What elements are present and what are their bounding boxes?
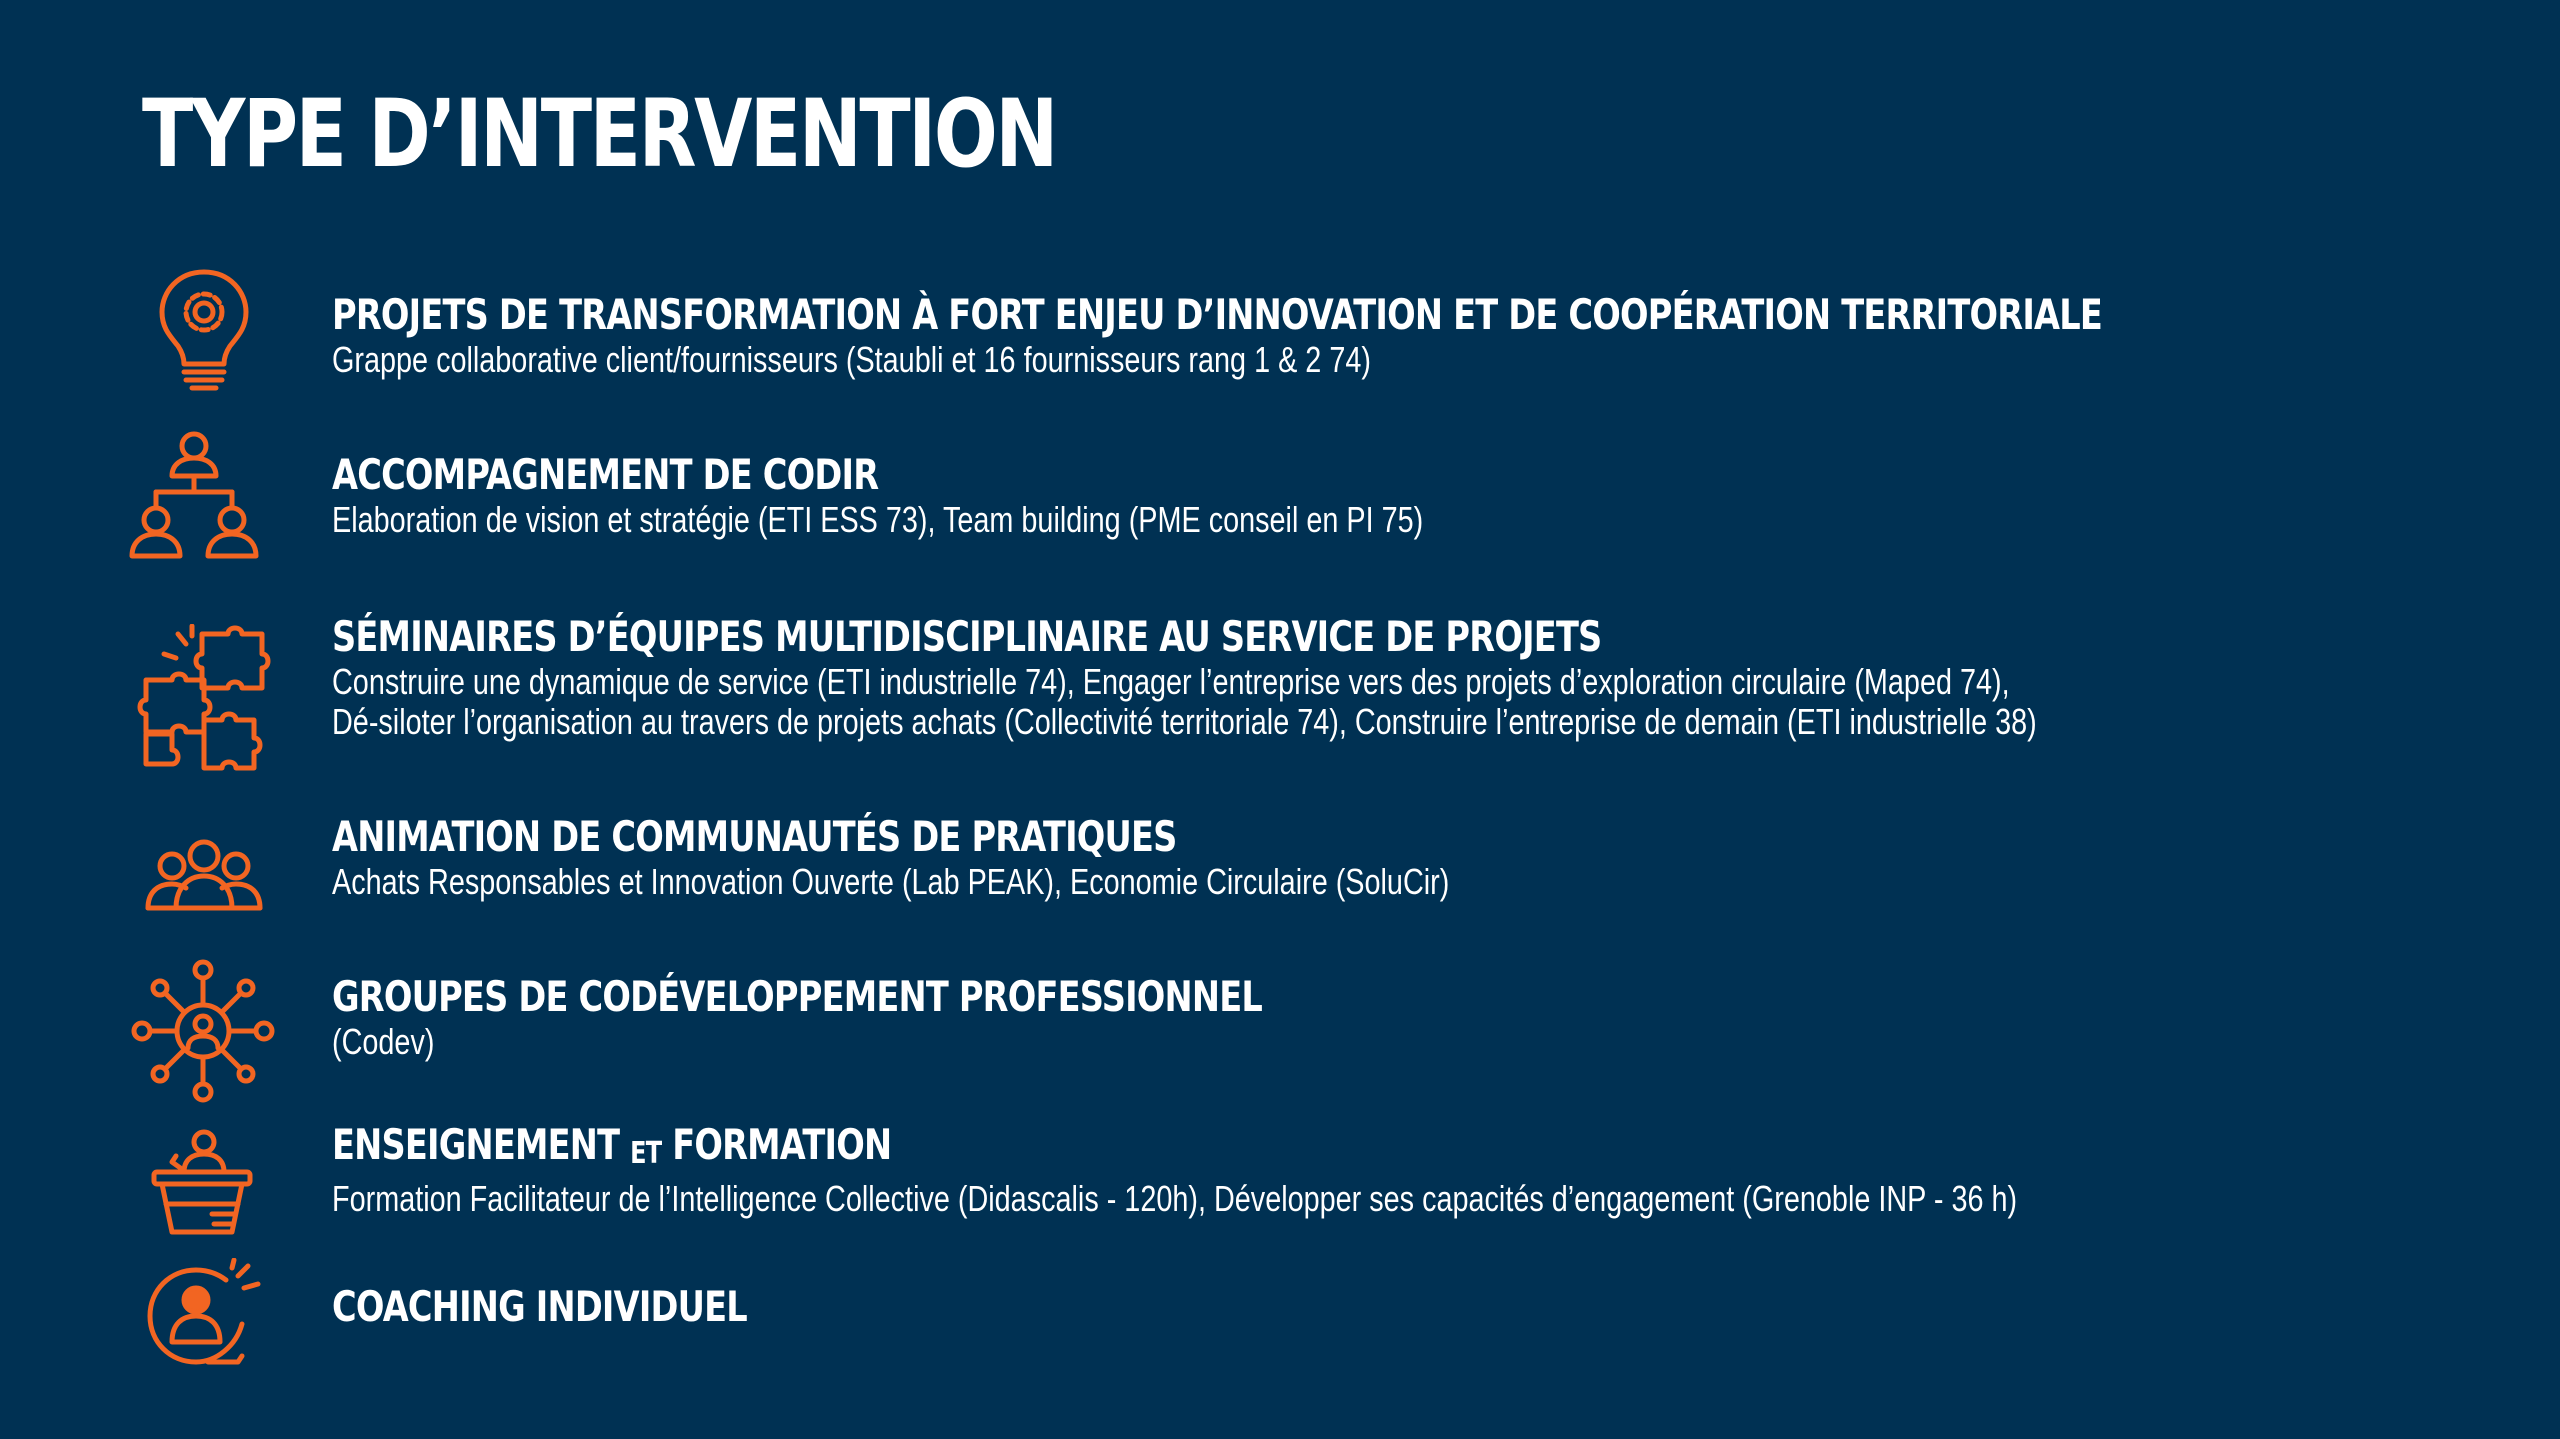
description-line: Construire une dynamique de service (ETI industrielle 74), Engager l’entreprise vers des projets d’exploration circulaire (Maped 74), bbox=[332, 661, 2010, 702]
description-line: Achats Responsables et Innovation Ouverte (Lab PEAK), Economie Circulaire (SoluCir) bbox=[332, 861, 1450, 902]
coaching-person-icon bbox=[146, 1258, 262, 1368]
item-description bbox=[332, 862, 1449, 902]
item-description bbox=[332, 340, 2102, 380]
item-heading: SÉMINAIRES D’ÉQUIPES MULTIDISCIPLINAIRE AU SERVICE DE PROJETS bbox=[332, 612, 1602, 661]
description-line: Elaboration de vision et stratégie (ETI ESS 73), Team building (PME conseil en PI 75) bbox=[332, 499, 1424, 540]
item-heading: PROJETS DE TRANSFORMATION À FORT ENJEU D’INNOVATION ET DE COOPÉRATION TERRITORIALE bbox=[332, 290, 2102, 339]
item-heading: ANIMATION DE COMMUNAUTÉS DE PRATIQUES bbox=[332, 812, 1177, 861]
page-title: TYPE D’INTERVENTION bbox=[142, 80, 1056, 189]
item-description bbox=[332, 662, 2037, 742]
network-person-icon bbox=[128, 956, 278, 1106]
teacher-desk-icon bbox=[150, 1128, 254, 1238]
heading-part: FORMATION bbox=[672, 1120, 892, 1169]
org-chart-people-icon bbox=[126, 426, 262, 562]
description-line: (Codev) bbox=[332, 1021, 435, 1062]
item-heading: GROUPES DE CODÉVELOPPEMENT PROFESSIONNEL bbox=[332, 972, 1262, 1021]
item-description bbox=[332, 1022, 1262, 1062]
item-description bbox=[332, 500, 1423, 540]
item-heading bbox=[332, 1120, 2017, 1179]
item-heading: COACHING INDIVIDUEL bbox=[332, 1282, 747, 1331]
item-description bbox=[332, 1179, 2017, 1219]
lightbulb-gear-icon bbox=[124, 266, 284, 396]
description-line: Formation Facilitateur de l’Intelligence Collective (Didascalis - 120h), Développer ses capacités d’engagement (Grenoble INP - 36 h) bbox=[332, 1178, 2018, 1219]
community-group-icon bbox=[144, 836, 264, 912]
puzzle-pieces-icon bbox=[132, 624, 272, 774]
description-line: Dé-siloter l’organisation au travers de projets achats (Collectivité territoriale 74), Construire l’entreprise de demain (ETI industrielle 38) bbox=[332, 701, 2037, 742]
description-line: Grappe collaborative client/fournisseurs (Staubli et 16 fournisseurs rang 1 & 2 74) bbox=[332, 339, 1371, 380]
item-heading: ACCOMPAGNEMENT DE CODIR bbox=[332, 450, 879, 499]
heading-et: ET bbox=[630, 1136, 662, 1171]
heading-part: ENSEIGNEMENT bbox=[332, 1120, 620, 1169]
